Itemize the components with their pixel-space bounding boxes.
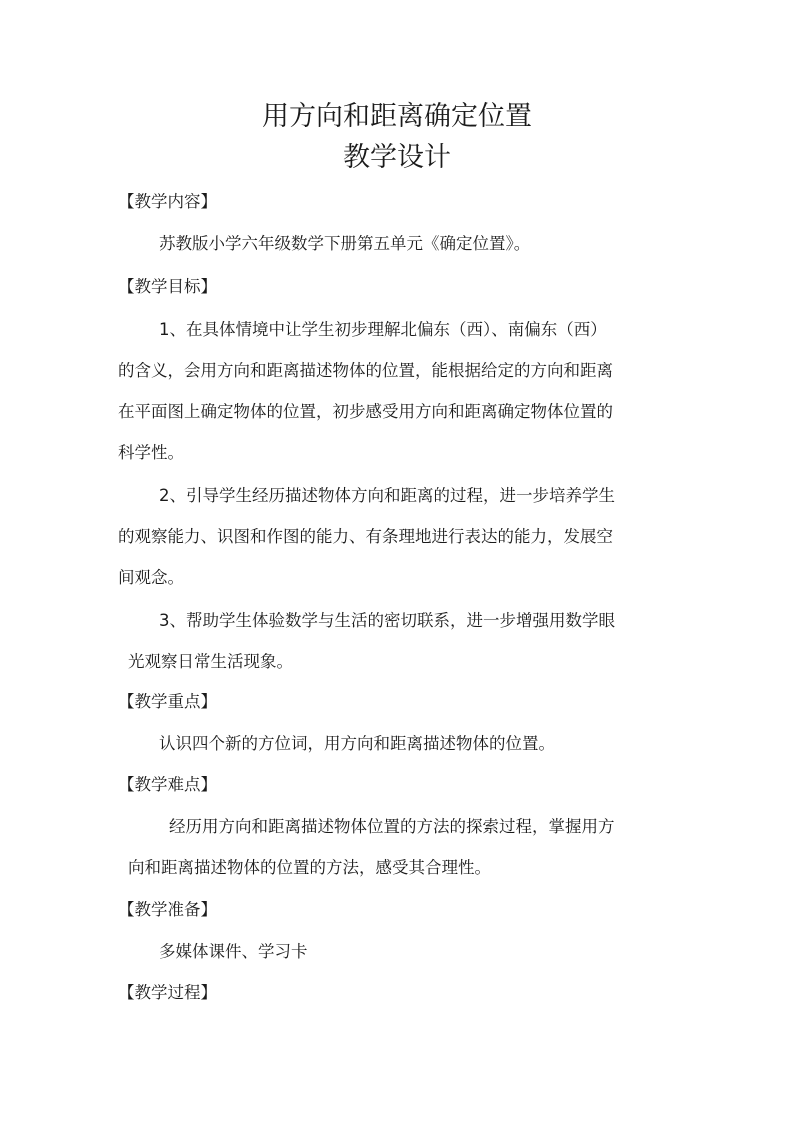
section-heading-goals: 【教学目标】 [118,277,217,296]
goal1-line: 的含义，会用方向和距离描述物体的位置，能根据给定的方向和距离 [118,361,613,380]
section-heading-key-points: 【教学重点】 [118,692,217,711]
difficulties-line: 向和距离描述物体的位置的方法，感受其合理性。 [128,858,491,877]
section-heading-preparation: 【教学准备】 [118,900,217,919]
content-text: 苏教版小学六年级数学下册第五单元《确定位置》。 [159,234,531,253]
goal1-line: 1、在具体情境中让学生初步理解北偏东（西）、南偏东（西） [159,320,607,339]
preparation-text: 多媒体课件、学习卡 [159,942,308,961]
key-points-text: 认识四个新的方位词，用方向和距离描述物体的位置。 [159,734,555,753]
difficulties-line: 经历用方向和距离描述物体位置的方法的探索过程，掌握用方 [169,817,615,836]
section-heading-difficulties: 【教学难点】 [118,775,217,794]
goal2-line: 间观念。 [118,568,184,587]
goal3-line: 光观察日常生活现象。 [128,652,293,671]
section-heading-content: 【教学内容】 [118,192,217,211]
goal2-line: 2、引导学生经历描述物体方向和距离的过程，进一步培养学生 [159,486,615,505]
goal3-line: 3、帮助学生体验数学与生活的密切联系，进一步增强用数学眼 [159,611,615,630]
goal2-line: 的观察能力、识图和作图的能力、有条理地进行表达的能力，发展空 [118,527,613,546]
goal1-line: 科学性。 [118,443,184,462]
goal1-line: 在平面图上确定物体的位置，初步感受用方向和距离确定物体位置的 [118,402,613,421]
section-heading-process: 【教学过程】 [118,983,217,1002]
document-title: 用方向和距离确定位置 [262,101,532,132]
document-subtitle: 教学设计 [343,142,451,173]
